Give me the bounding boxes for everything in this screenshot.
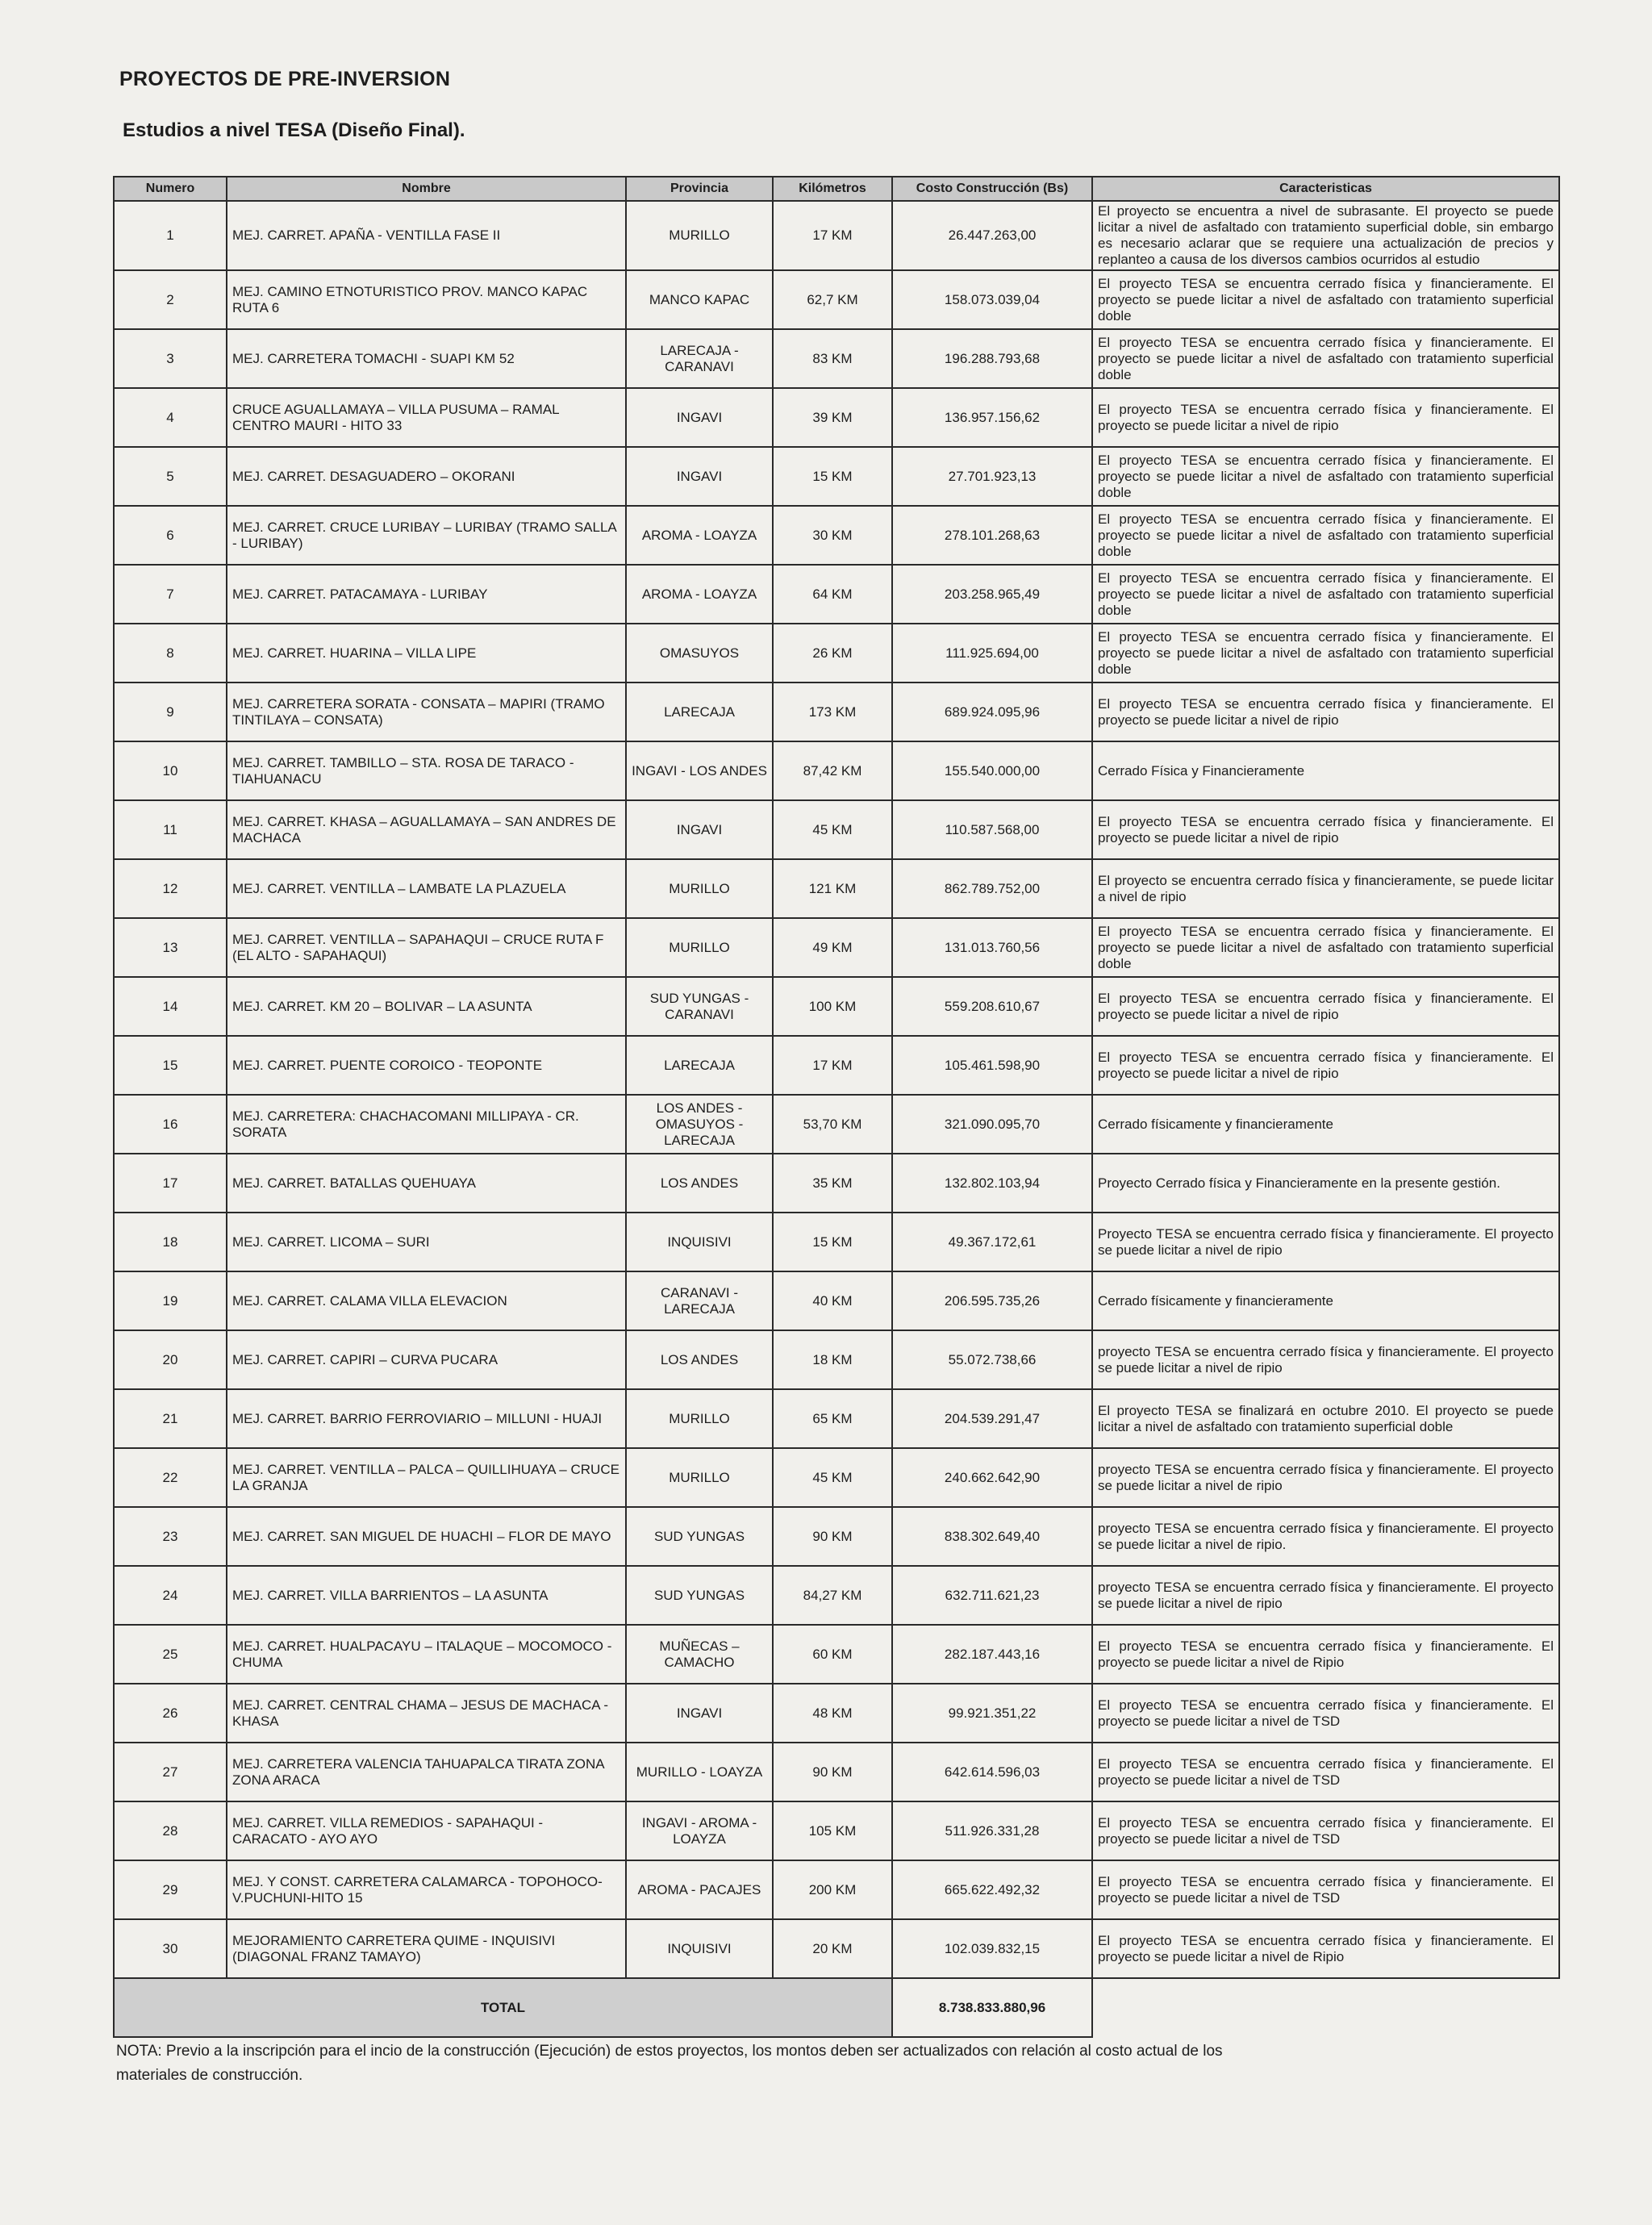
table-row — [114, 1154, 1559, 1213]
cell-kilometros: 48 KM — [773, 1684, 892, 1743]
table-row — [114, 447, 1559, 506]
cell-costo: 99.921.351,22 — [892, 1684, 1092, 1743]
cell-nombre: MEJ. CARRETERA TOMACHI - SUAPI KM 52 — [227, 329, 626, 388]
cell-numero: 6 — [114, 506, 227, 565]
cell-costo: 838.302.649,40 — [892, 1507, 1092, 1566]
cell-costo: 136.957.156,62 — [892, 388, 1092, 447]
cell-provincia: MANCO KAPAC — [626, 270, 773, 329]
cell-costo: 196.288.793,68 — [892, 329, 1092, 388]
cell-provincia: INQUISIVI — [626, 1919, 773, 1978]
cell-nombre: MEJORAMIENTO CARRETERA QUIME - INQUISIVI (DIAGONAL FRANZ TAMAYO) — [227, 1919, 626, 1978]
table-row — [114, 1801, 1559, 1860]
cell-numero: 24 — [114, 1566, 227, 1625]
cell-nombre: MEJ. CARRET. KHASA – AGUALLAMAYA – SAN ANDRES DE MACHACA — [227, 800, 626, 859]
cell-kilometros: 45 KM — [773, 1448, 892, 1507]
cell-caracteristicas: El proyecto TESA se finalizará en octubre 2010. El proyecto se puede licitar a nivel de asfaltado con tratamiento superficial doble — [1092, 1389, 1559, 1448]
cell-kilometros: 65 KM — [773, 1389, 892, 1448]
cell-nombre: MEJ. CARRET. BATALLAS QUEHUAYA — [227, 1154, 626, 1213]
cell-numero: 17 — [114, 1154, 227, 1213]
cell-caracteristicas: El proyecto TESA se encuentra cerrado física y financieramente. El proyecto se puede licitar a nivel de asfaltado con tratamiento superficial doble — [1092, 447, 1559, 506]
cell-costo: 158.073.039,04 — [892, 270, 1092, 329]
cell-kilometros: 18 KM — [773, 1330, 892, 1389]
cell-costo: 131.013.760,56 — [892, 918, 1092, 977]
cell-costo: 110.587.568,00 — [892, 800, 1092, 859]
cell-caracteristicas: El proyecto TESA se encuentra cerrado física y financieramente. El proyecto se puede licitar a nivel de Ripio — [1092, 1919, 1559, 1978]
table-row — [114, 800, 1559, 859]
cell-nombre: CRUCE AGUALLAMAYA – VILLA PUSUMA – RAMAL CENTRO MAURI - HITO 33 — [227, 388, 626, 447]
cell-costo: 278.101.268,63 — [892, 506, 1092, 565]
table-row — [114, 1095, 1559, 1154]
cell-provincia: SUD YUNGAS — [626, 1566, 773, 1625]
table-row — [114, 329, 1559, 388]
cell-numero: 1 — [114, 201, 227, 270]
table-row — [114, 1566, 1559, 1625]
cell-costo: 26.447.263,00 — [892, 201, 1092, 270]
cell-numero: 19 — [114, 1271, 227, 1330]
cell-caracteristicas: El proyecto TESA se encuentra cerrado física y financieramente. El proyecto se puede licitar a nivel de TSD — [1092, 1684, 1559, 1743]
cell-numero: 2 — [114, 270, 227, 329]
cell-provincia: LOS ANDES — [626, 1154, 773, 1213]
cell-costo: 321.090.095,70 — [892, 1095, 1092, 1154]
cell-provincia: CARANAVI - LARECAJA — [626, 1271, 773, 1330]
cell-provincia: MURILLO — [626, 1389, 773, 1448]
cell-numero: 25 — [114, 1625, 227, 1684]
cell-costo: 862.789.752,00 — [892, 859, 1092, 918]
cell-provincia: INGAVI - AROMA - LOAYZA — [626, 1801, 773, 1860]
table-row — [114, 1389, 1559, 1448]
cell-numero: 9 — [114, 683, 227, 741]
cell-provincia: MURILLO — [626, 1448, 773, 1507]
cell-provincia: SUD YUNGAS — [626, 1507, 773, 1566]
cell-provincia: AROMA - PACAJES — [626, 1860, 773, 1919]
cell-numero: 14 — [114, 977, 227, 1036]
cell-costo: 155.540.000,00 — [892, 741, 1092, 800]
cell-kilometros: 87,42 KM — [773, 741, 892, 800]
cell-kilometros: 45 KM — [773, 800, 892, 859]
table-row — [114, 1330, 1559, 1389]
header-nombre: Nombre — [227, 177, 626, 201]
cell-numero: 7 — [114, 565, 227, 624]
cell-kilometros: 90 KM — [773, 1743, 892, 1801]
table-row — [114, 1507, 1559, 1566]
cell-nombre: MEJ. CARRET. VENTILLA – LAMBATE LA PLAZUELA — [227, 859, 626, 918]
cell-provincia: SUD YUNGAS - CARANAVI — [626, 977, 773, 1036]
cell-numero: 26 — [114, 1684, 227, 1743]
cell-kilometros: 83 KM — [773, 329, 892, 388]
cell-kilometros: 30 KM — [773, 506, 892, 565]
cell-numero: 10 — [114, 741, 227, 800]
cell-caracteristicas: El proyecto TESA se encuentra cerrado física y financieramente. El proyecto se puede licitar a nivel de TSD — [1092, 1860, 1559, 1919]
table-body — [114, 201, 1559, 1978]
cell-provincia: AROMA - LOAYZA — [626, 506, 773, 565]
cell-nombre: MEJ. CARRETERA VALENCIA TAHUAPALCA TIRATA ZONA ZONA ARACA — [227, 1743, 626, 1801]
cell-costo: 49.367.172,61 — [892, 1213, 1092, 1271]
cell-nombre: MEJ. CARRET. BARRIO FERROVIARIO – MILLUNI - HUAJI — [227, 1389, 626, 1448]
cell-nombre: MEJ. CARRET. TAMBILLO – STA. ROSA DE TARACO - TIAHUANACU — [227, 741, 626, 800]
cell-kilometros: 17 KM — [773, 201, 892, 270]
cell-numero: 12 — [114, 859, 227, 918]
projects-table — [113, 176, 1560, 2038]
cell-caracteristicas: proyecto TESA se encuentra cerrado física y financieramente. El proyecto se puede licitar a nivel de ripio. — [1092, 1507, 1559, 1566]
cell-kilometros: 40 KM — [773, 1271, 892, 1330]
cell-costo: 27.701.923,13 — [892, 447, 1092, 506]
cell-numero: 20 — [114, 1330, 227, 1389]
cell-provincia: MURILLO — [626, 918, 773, 977]
cell-kilometros: 39 KM — [773, 388, 892, 447]
cell-nombre: MEJ. CARRET. VILLA REMEDIOS - SAPAHAQUI - CARACATO - AYO AYO — [227, 1801, 626, 1860]
cell-nombre: MEJ. CARRET. LICOMA – SURI — [227, 1213, 626, 1271]
cell-caracteristicas: El proyecto se encuentra a nivel de subrasante. El proyecto se puede licitar a nivel de asfaltado con tratamiento superficial doble, sin embargo es necesario aclarar que se requiere una actualización de precios y replanteo a causa de los diversos cambios ocurridos al estudio — [1092, 201, 1559, 270]
cell-provincia: AROMA - LOAYZA — [626, 565, 773, 624]
cell-kilometros: 15 KM — [773, 447, 892, 506]
cell-provincia: INGAVI — [626, 800, 773, 859]
cell-provincia: MURILLO — [626, 201, 773, 270]
table-row — [114, 506, 1559, 565]
cell-costo: 203.258.965,49 — [892, 565, 1092, 624]
cell-nombre: MEJ. CARRETERA SORATA - CONSATA – MAPIRI (TRAMO TINTILAYA – CONSATA) — [227, 683, 626, 741]
cell-caracteristicas: El proyecto TESA se encuentra cerrado física y financieramente. El proyecto se puede licitar a nivel de asfaltado con tratamiento superficial doble — [1092, 565, 1559, 624]
cell-numero: 23 — [114, 1507, 227, 1566]
cell-provincia: OMASUYOS — [626, 624, 773, 683]
cell-nombre: MEJ. CARRET. HUALPACAYU – ITALAQUE – MOCOMOCO - CHUMA — [227, 1625, 626, 1684]
cell-nombre: MEJ. CARRET. CENTRAL CHAMA – JESUS DE MACHACA - KHASA — [227, 1684, 626, 1743]
table-row — [114, 1036, 1559, 1095]
cell-caracteristicas: El proyecto TESA se encuentra cerrado física y financieramente. El proyecto se puede licitar a nivel de ripio — [1092, 800, 1559, 859]
cell-costo: 559.208.610,67 — [892, 977, 1092, 1036]
cell-kilometros: 35 KM — [773, 1154, 892, 1213]
cell-caracteristicas: El proyecto TESA se encuentra cerrado física y financieramente. El proyecto se puede licitar a nivel de TSD — [1092, 1743, 1559, 1801]
cell-provincia: LARECAJA - CARANAVI — [626, 329, 773, 388]
cell-kilometros: 62,7 KM — [773, 270, 892, 329]
table-row — [114, 1213, 1559, 1271]
cell-kilometros: 100 KM — [773, 977, 892, 1036]
cell-numero: 28 — [114, 1801, 227, 1860]
cell-costo: 240.662.642,90 — [892, 1448, 1092, 1507]
cell-provincia: LARECAJA — [626, 683, 773, 741]
cell-nombre: MEJ. CARRET. PUENTE COROICO - TEOPONTE — [227, 1036, 626, 1095]
cell-kilometros: 17 KM — [773, 1036, 892, 1095]
cell-kilometros: 173 KM — [773, 683, 892, 741]
table-row — [114, 388, 1559, 447]
cell-kilometros: 20 KM — [773, 1919, 892, 1978]
table-row — [114, 1860, 1559, 1919]
cell-kilometros: 121 KM — [773, 859, 892, 918]
cell-caracteristicas: Cerrado Física y Financieramente — [1092, 741, 1559, 800]
cell-provincia: INGAVI — [626, 388, 773, 447]
cell-provincia: INQUISIVI — [626, 1213, 773, 1271]
cell-costo: 102.039.832,15 — [892, 1919, 1092, 1978]
cell-nombre: MEJ. CARRET. CRUCE LURIBAY – LURIBAY (TRAMO SALLA - LURIBAY) — [227, 506, 626, 565]
cell-nombre: MEJ. CARRET. VILLA BARRIENTOS – LA ASUNTA — [227, 1566, 626, 1625]
cell-kilometros: 64 KM — [773, 565, 892, 624]
cell-numero: 22 — [114, 1448, 227, 1507]
cell-numero: 3 — [114, 329, 227, 388]
cell-costo: 105.461.598,90 — [892, 1036, 1092, 1095]
cell-caracteristicas: proyecto TESA se encuentra cerrado física y financieramente. El proyecto se puede licitar a nivel de ripio — [1092, 1566, 1559, 1625]
total-label: TOTAL — [114, 1978, 892, 2037]
cell-provincia: MURILLO - LOAYZA — [626, 1743, 773, 1801]
cell-nombre: MEJ. CAMINO ETNOTURISTICO PROV. MANCO KAPAC RUTA 6 — [227, 270, 626, 329]
table-row — [114, 1684, 1559, 1743]
table-header-row — [114, 177, 1559, 201]
cell-numero: 29 — [114, 1860, 227, 1919]
cell-nombre: MEJ. CARRET. VENTILLA – PALCA – QUILLIHUAYA – CRUCE LA GRANJA — [227, 1448, 626, 1507]
cell-caracteristicas: Proyecto TESA se encuentra cerrado física y financieramente. El proyecto se puede licitar a nivel de ripio — [1092, 1213, 1559, 1271]
cell-provincia: MUÑECAS – CAMACHO — [626, 1625, 773, 1684]
cell-numero: 5 — [114, 447, 227, 506]
cell-costo: 689.924.095,96 — [892, 683, 1092, 741]
table-row — [114, 270, 1559, 329]
cell-nombre: MEJ. CARRET. HUARINA – VILLA LIPE — [227, 624, 626, 683]
cell-kilometros: 15 KM — [773, 1213, 892, 1271]
cell-nombre: MEJ. CARRET. APAÑA - VENTILLA FASE II — [227, 201, 626, 270]
cell-caracteristicas: El proyecto TESA se encuentra cerrado física y financieramente. El proyecto se puede licitar a nivel de asfaltado con tratamiento superficial doble — [1092, 270, 1559, 329]
table-row — [114, 1919, 1559, 1978]
cell-caracteristicas: El proyecto TESA se encuentra cerrado física y financieramente. El proyecto se puede licitar a nivel de ripio — [1092, 977, 1559, 1036]
cell-kilometros: 49 KM — [773, 918, 892, 977]
cell-provincia: LOS ANDES - OMASUYOS - LARECAJA — [626, 1095, 773, 1154]
cell-nombre: MEJ. Y CONST. CARRETERA CALAMARCA - TOPOHOCO-V.PUCHUNI-HITO 15 — [227, 1860, 626, 1919]
cell-nombre: MEJ. CARRET. DESAGUADERO – OKORANI — [227, 447, 626, 506]
cell-numero: 27 — [114, 1743, 227, 1801]
table-row — [114, 1271, 1559, 1330]
cell-numero: 21 — [114, 1389, 227, 1448]
cell-kilometros: 60 KM — [773, 1625, 892, 1684]
cell-nombre: MEJ. CARRET. VENTILLA – SAPAHAQUI – CRUCE RUTA F (EL ALTO - SAPAHAQUI) — [227, 918, 626, 977]
cell-kilometros: 26 KM — [773, 624, 892, 683]
cell-caracteristicas: El proyecto TESA se encuentra cerrado física y financieramente. El proyecto se puede licitar a nivel de ripio — [1092, 388, 1559, 447]
cell-costo: 665.622.492,32 — [892, 1860, 1092, 1919]
cell-provincia: MURILLO — [626, 859, 773, 918]
cell-nombre: MEJ. CARRET. KM 20 – BOLIVAR – LA ASUNTA — [227, 977, 626, 1036]
cell-caracteristicas: El proyecto TESA se encuentra cerrado física y financieramente. El proyecto se puede licitar a nivel de ripio — [1092, 683, 1559, 741]
cell-numero: 30 — [114, 1919, 227, 1978]
page-title: PROYECTOS DE PRE-INVERSION — [119, 68, 451, 90]
cell-costo: 132.802.103,94 — [892, 1154, 1092, 1213]
cell-nombre: MEJ. CARRET. PATACAMAYA - LURIBAY — [227, 565, 626, 624]
total-blank-cell — [1092, 1978, 1559, 2037]
cell-kilometros: 84,27 KM — [773, 1566, 892, 1625]
table-row — [114, 1625, 1559, 1684]
cell-caracteristicas: Cerrado físicamente y financieramente — [1092, 1271, 1559, 1330]
cell-nombre: MEJ. CARRET. CAPIRI – CURVA PUCARA — [227, 1330, 626, 1389]
table-row — [114, 624, 1559, 683]
cell-costo: 206.595.735,26 — [892, 1271, 1092, 1330]
cell-provincia: INGAVI - LOS ANDES — [626, 741, 773, 800]
cell-nombre: MEJ. CARRET. CALAMA VILLA ELEVACION — [227, 1271, 626, 1330]
cell-caracteristicas: proyecto TESA se encuentra cerrado física y financieramente. El proyecto se puede licitar a nivel de ripio — [1092, 1448, 1559, 1507]
cell-numero: 13 — [114, 918, 227, 977]
cell-costo: 282.187.443,16 — [892, 1625, 1092, 1684]
cell-caracteristicas: El proyecto TESA se encuentra cerrado física y financieramente. El proyecto se puede licitar a nivel de asfaltado con tratamiento superficial doble — [1092, 506, 1559, 565]
cell-kilometros: 105 KM — [773, 1801, 892, 1860]
header-provincia: Provincia — [626, 177, 773, 201]
cell-provincia: INGAVI — [626, 1684, 773, 1743]
cell-numero: 8 — [114, 624, 227, 683]
cell-numero: 11 — [114, 800, 227, 859]
cell-caracteristicas: El proyecto TESA se encuentra cerrado física y financieramente. El proyecto se puede licitar a nivel de Ripio — [1092, 1625, 1559, 1684]
total-row — [114, 1978, 1559, 2037]
cell-caracteristicas: El proyecto TESA se encuentra cerrado física y financieramente. El proyecto se puede licitar a nivel de asfaltado con tratamiento superficial doble — [1092, 329, 1559, 388]
cell-kilometros: 90 KM — [773, 1507, 892, 1566]
cell-costo: 632.711.621,23 — [892, 1566, 1092, 1625]
table-row — [114, 683, 1559, 741]
cell-costo: 111.925.694,00 — [892, 624, 1092, 683]
cell-provincia: LARECAJA — [626, 1036, 773, 1095]
table-row — [114, 201, 1559, 270]
cell-kilometros: 200 KM — [773, 1860, 892, 1919]
cell-caracteristicas: El proyecto TESA se encuentra cerrado física y financieramente. El proyecto se puede licitar a nivel de TSD — [1092, 1801, 1559, 1860]
cell-nombre: MEJ. CARRETERA: CHACHACOMANI MILLIPAYA - CR. SORATA — [227, 1095, 626, 1154]
cell-provincia: INGAVI — [626, 447, 773, 506]
cell-provincia: LOS ANDES — [626, 1330, 773, 1389]
cell-caracteristicas: El proyecto TESA se encuentra cerrado física y financieramente. El proyecto se puede licitar a nivel de asfaltado con tratamiento superficial doble — [1092, 624, 1559, 683]
cell-numero: 4 — [114, 388, 227, 447]
cell-caracteristicas: Proyecto Cerrado física y Financieramente en la presente gestión. — [1092, 1154, 1559, 1213]
cell-caracteristicas: El proyecto TESA se encuentra cerrado física y financieramente. El proyecto se puede licitar a nivel de asfaltado con tratamiento superficial doble — [1092, 918, 1559, 977]
table-row — [114, 977, 1559, 1036]
cell-caracteristicas: proyecto TESA se encuentra cerrado física y financieramente. El proyecto se puede licitar a nivel de ripio — [1092, 1330, 1559, 1389]
table-row — [114, 918, 1559, 977]
cell-costo: 204.539.291,47 — [892, 1389, 1092, 1448]
cell-kilometros: 53,70 KM — [773, 1095, 892, 1154]
cell-costo: 511.926.331,28 — [892, 1801, 1092, 1860]
header-costo: Costo Construcción (Bs) — [892, 177, 1092, 201]
cell-caracteristicas: El proyecto se encuentra cerrado física y financieramente, se puede licitar a nivel de ripio — [1092, 859, 1559, 918]
table-row — [114, 565, 1559, 624]
cell-costo: 55.072.738,66 — [892, 1330, 1092, 1389]
header-numero: Numero — [114, 177, 227, 201]
table-row — [114, 741, 1559, 800]
table-row — [114, 1448, 1559, 1507]
cell-caracteristicas: Cerrado físicamente y financieramente — [1092, 1095, 1559, 1154]
cell-numero: 16 — [114, 1095, 227, 1154]
table-row — [114, 1743, 1559, 1801]
cell-costo: 642.614.596,03 — [892, 1743, 1092, 1801]
header-kilometros: Kilómetros — [773, 177, 892, 201]
cell-nombre: MEJ. CARRET. SAN MIGUEL DE HUACHI – FLOR DE MAYO — [227, 1507, 626, 1566]
cell-numero: 15 — [114, 1036, 227, 1095]
cell-numero: 18 — [114, 1213, 227, 1271]
total-value: 8.738.833.880,96 — [892, 1978, 1092, 2037]
page-subtitle: Estudios a nivel TESA (Diseño Final). — [123, 119, 465, 141]
cell-caracteristicas: El proyecto TESA se encuentra cerrado física y financieramente. El proyecto se puede licitar a nivel de ripio — [1092, 1036, 1559, 1095]
table-row — [114, 859, 1559, 918]
header-caracteristicas: Caracteristicas — [1092, 177, 1559, 201]
footnote: NOTA: Previo a la inscripción para el incio de la construcción (Ejecución) de estos proyectos, los montos deben ser actualizados con relación al costo actual de los materiales de construcción. — [116, 2043, 1223, 2084]
